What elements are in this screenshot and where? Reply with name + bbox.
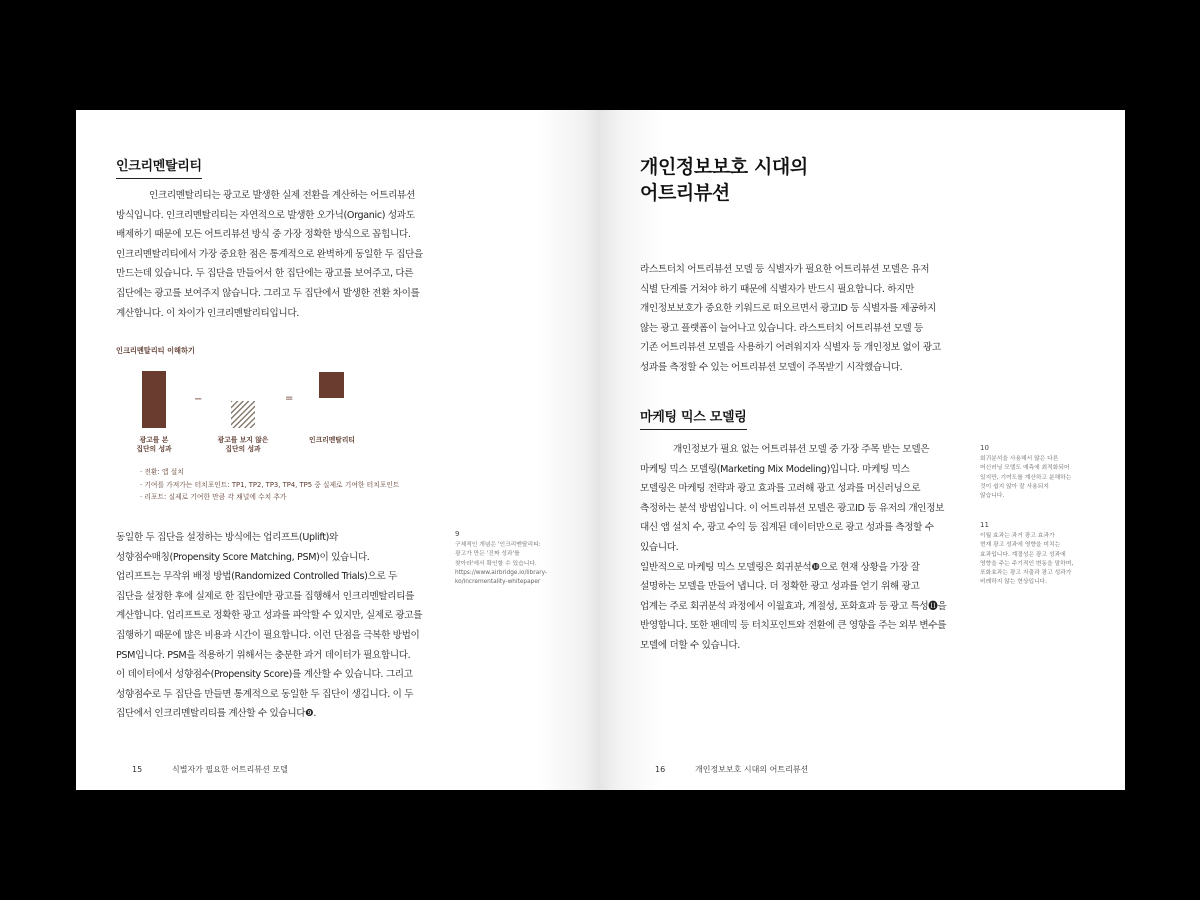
mmm-paragraph: [640, 440, 946, 656]
sidenote-link: ko/incrementality-whitepaper: [455, 579, 541, 586]
bullet-item: · 전환: 앱 설치: [140, 468, 184, 476]
text-line: 성향점수매칭(Propensity Score Matching, PSM)이 있습니다.: [116, 551, 370, 563]
text-line: 모델링은 마케팅 전략과 광고 효과를 고려해 광고 성과를 머신러닝으로: [640, 483, 921, 495]
sidenote-line: 찾아라'에서 확인할 수 있습니다.: [455, 560, 537, 567]
footer-right: [655, 764, 808, 775]
diagram-bullets: [140, 466, 399, 504]
text-line: 만드는데 있습니다. 두 집단을 만들어서 한 집단에는 광고를 보여주고, 다른: [116, 268, 414, 280]
right-page: [600, 110, 1125, 790]
text-line: 마케팅 믹스 모델링(Marketing Mix Modeling)입니다. 마케팅 믹스: [640, 463, 910, 475]
text-line: 대신 앱 설치 수, 광고 수익 등 집계된 데이터만으로 광고 성과를 측정할 수: [640, 522, 934, 534]
text-line: 반영합니다. 또한 팬데믹 등 터치포인트와 전환에 큰 영향을 주는 외부 변수를: [640, 620, 947, 632]
chapter-title-line: 어트리뷰션: [640, 182, 730, 204]
text-line: 집단에는 광고를 보여주지 않습니다. 그리고 두 집단에서 발생한 전환 차이를: [116, 287, 420, 299]
text-line: 있습니다.: [640, 541, 679, 553]
text-line: 방식입니다. 인크리멘탈리티는 자연적으로 발생한 오가닉(Organic) 성과도: [116, 209, 415, 221]
sidenote-line: 영향을 주는 주기적인 변동을 말하며,: [980, 560, 1074, 567]
text-line: 측정하는 분석 방법입니다. 이 어트리뷰션 모델은 광고ID 등 유저의 개인정보: [640, 502, 945, 514]
text-line: 계산합니다. 이 차이가 인크리멘탈리티입니다.: [116, 307, 299, 319]
caption-line: 집단의 성과: [136, 445, 172, 453]
text-line: 설명하는 모델을 만들어 냅니다. 더 정확한 광고 성과를 얻기 위해 광고: [640, 581, 920, 593]
sidenote-line: 효과입니다. 계절성은 광고 성과에: [980, 551, 1066, 558]
chapter-intro: [640, 260, 941, 378]
exposed-group-bar: [142, 371, 166, 428]
sidenote-number: 10: [980, 444, 989, 452]
sidenote-number: 9: [455, 530, 460, 538]
sidenote-line: 머신러닝 모델도 예측에 최적화되어: [980, 465, 1070, 472]
text-line: 인크리멘탈리티에서 가장 중요한 점은 통계적으로 완벽하게 동일한 두 집단을: [116, 248, 423, 260]
text-line: 집단을 설정한 후에 실제로 한 집단에만 광고를 집행해서 인크리멘탈리티를: [116, 590, 415, 602]
text-line: 계산합니다. 업리프트로 정확한 광고 성과를 파악할 수 있지만, 실제로 광고를: [116, 610, 423, 622]
book-spread: [76, 110, 1125, 790]
text-line: 배제하기 때문에 모든 어트리뷰션 방식 중 가장 정확한 방식으로 꼽힙니다.: [116, 229, 411, 241]
text-line: 일반적으로 마케팅 믹스 모델링은 회귀분석❿으로 현재 상황을 가장 잘: [640, 561, 920, 573]
footer-left: [132, 764, 288, 775]
caption-incrementality: 인크리멘탈리티: [309, 436, 355, 444]
unexposed-group-bar: [231, 401, 255, 428]
text-line: 동일한 두 집단을 설정하는 방식에는 업리프트(Uplift)와: [116, 532, 338, 543]
text-line: 업계는 주로 회귀분석 과정에서 이월효과, 계절성, 포화효과 등 광고 특성⓫을: [640, 600, 947, 612]
sidenote-line: 것이 쉽지 않아 잘 사용되지: [980, 483, 1049, 490]
text-line: 식별 단계를 거쳐야 하기 때문에 식별자가 반드시 필요합니다. 하지만: [640, 283, 914, 295]
running-header: 식별자가 필요한 어트리뷰션 모델: [172, 765, 288, 774]
chapter-title: [640, 154, 808, 206]
intro-paragraph: [116, 186, 423, 323]
text-line: PSM입니다. PSM을 적용하기 위해서는 충분한 과거 데이터가 필요합니다.: [116, 649, 411, 661]
bullet-item: · 기여를 가져가는 터치포인트: TP1, TP2, TP3, TP4, TP5 중 실제로 기여한 터치포인트: [140, 480, 400, 489]
sidenote-number: 11: [980, 521, 989, 529]
text-line: 라스트터치 어트리뷰션 모델 등 식별자가 필요한 어트리뷰션 모델은 유저: [640, 264, 930, 275]
section-title-incrementality: 인크리멘탈리티: [116, 155, 202, 179]
incrementality-bar: [319, 372, 344, 398]
sidenote-line: 회귀분석을 사용해서 많은 다른: [980, 456, 1059, 463]
sidenote-9: [455, 530, 547, 587]
minus-sign: −: [194, 394, 203, 405]
sidenote-11: [980, 521, 1073, 587]
text-line: 집행하기 때문에 많은 비용과 시간이 필요합니다. 이런 단점을 극복한 방법이: [116, 629, 420, 641]
text-line: 모델에 더할 수 있습니다.: [640, 639, 740, 651]
bullet-item: · 리포트: 실제로 기여한 만큼 각 채널에 수치 추가: [140, 493, 287, 501]
diagram-title: 인크리멘탈리티 이해하기: [116, 346, 195, 355]
text-line: 이 데이터에서 성향점수(Propensity Score)를 계산할 수 있습니다. 그리고: [116, 669, 413, 681]
sidenote-link: https://www.airbridge.io/library-: [455, 569, 548, 576]
uplift-psm-paragraph: [116, 528, 422, 724]
text-line: 집단에서 인크리멘탈리티를 계산할 수 있습니다❾.: [116, 708, 317, 720]
sidenote-line: 있지만, 기여도를 계산하고 분해하는: [980, 474, 1072, 481]
text-line: 개인정보보호가 중요한 키워드로 떠오르면서 광고ID 등 식별자를 제공하지: [640, 303, 936, 315]
sidenote-line: 않습니다.: [980, 493, 1005, 500]
sidenote-line: 이월 효과는 과거 광고 효과가: [980, 533, 1055, 540]
page-number: 15: [132, 765, 143, 774]
text-line: 개인정보가 필요 없는 어트리뷰션 모델 중 가장 주목 받는 모델은: [673, 444, 930, 455]
text-line: 성과를 측정할 수 있는 어트리뷰션 모델이 주목받기 시작했습니다.: [640, 361, 903, 373]
sidenote-line: 포화효과는 광고 지출과 광고 성과가: [980, 570, 1072, 577]
sidenote-10: [980, 444, 1071, 501]
equals-sign: =: [285, 393, 294, 404]
caption-line: 광고를 본: [139, 436, 169, 444]
caption-line: 광고를 보지 않은: [217, 436, 269, 444]
left-page: [76, 110, 600, 790]
page-number: 16: [655, 765, 666, 774]
caption-exposed: [124, 436, 184, 454]
text-line: 기존 어트리뷰션 모델을 사용하기 어려워지자 식별자 등 개인정보 없이 광고: [640, 342, 941, 354]
text-line: 성향점수로 두 집단을 만들면 통계적으로 동일한 두 집단이 생깁니다. 이 두: [116, 688, 414, 700]
chapter-title-line: 개인정보보호 시대의: [640, 156, 808, 178]
sidenote-line: 구체적인 개념은 '인크리멘탈리티:: [455, 542, 541, 549]
sidenote-line: 현재 광고 성과에 영향을 미치는: [980, 542, 1061, 549]
running-header: 개인정보보호 시대의 어트리뷰션: [695, 765, 809, 774]
text-line: 않는 광고 플랫폼이 늘어나고 있습니다. 라스트터치 어트리뷰션 모델 등: [640, 322, 923, 334]
section-title-mmm: 마케팅 믹스 모델링: [640, 406, 747, 430]
text-line: 인크리멘탈리티는 광고로 발생한 실제 전환을 계산하는 어트리뷰션: [149, 190, 415, 201]
text-line: 업리프트는 무작위 배정 방법(Randomized Controlled Trials)으로 두: [116, 571, 397, 583]
sidenote-line: 비례하지 않는 현상입니다.: [980, 579, 1048, 586]
caption-line: 집단의 성과: [225, 445, 261, 453]
caption-unexposed: [203, 436, 283, 454]
sidenote-line: 광고가 만든 '진짜 성과'를: [455, 551, 520, 558]
